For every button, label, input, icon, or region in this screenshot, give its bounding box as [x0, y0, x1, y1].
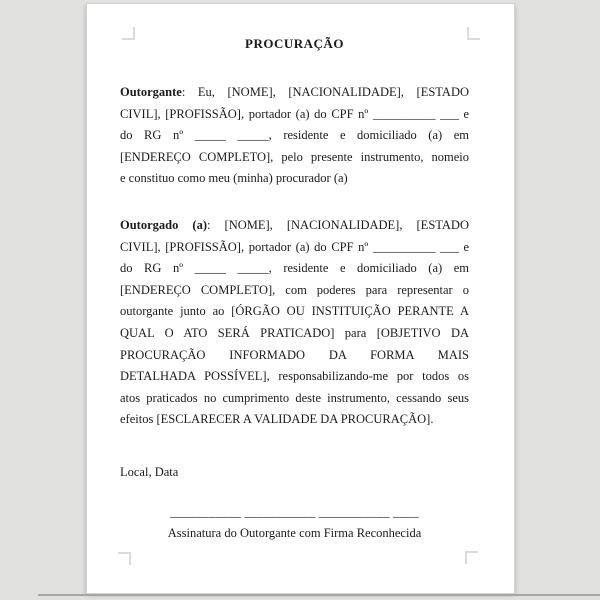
- paragraph-line: CIVIL], [PROFISSÃO], portador (a) do CPF nº __________ ___ e: [120, 106, 469, 121]
- paragraph-line-text: : [NOME], [NACIONALIDADE], [ESTADO: [206, 217, 469, 232]
- signature-line: ___________ ___________ ___________ ____: [170, 504, 419, 519]
- paragraph-line: [ENDEREÇO COMPLETO], com poderes para representar o: [120, 282, 469, 297]
- paragraph-line-text: : Eu, [NOME], [NACIONALIDADE], [ESTADO: [181, 85, 469, 99]
- bottom-divider: [38, 594, 600, 596]
- outorgante-label: Outorgante: [120, 85, 182, 99]
- place-date-text: Local, Data: [120, 464, 179, 479]
- outorgado-label: Outorgado (a): [120, 217, 207, 232]
- document-content: [120, 35, 469, 545]
- paragraph-line: [120, 82, 469, 104]
- crop-mark-bottom-right-icon: [465, 551, 478, 564]
- paragraph-line: [120, 215, 469, 237]
- signature-caption: Assinatura do Outorgante com Firma Reconhecida: [167, 526, 422, 541]
- paragraph-line: DETALHADA POSSÍVEL], responsabilizando-me por todos os: [120, 369, 469, 384]
- document-page: [87, 4, 514, 593]
- paragraph-line: CIVIL], [PROFISSÃO], portador (a) do CPF nº __________ ___ e: [120, 239, 469, 254]
- paragraph-line: [ENDEREÇO COMPLETO], pelo presente instrumento, nomeio: [120, 149, 469, 164]
- document-title: PROCURAÇÃO: [245, 36, 344, 51]
- outorgado-paragraph: [120, 215, 469, 431]
- outorgante-paragraph: [120, 82, 469, 190]
- paragraph-line: do RG nº _____ _____, residente e domiciliado (a) em: [120, 261, 469, 276]
- crop-mark-top-right-icon: [467, 27, 480, 40]
- crop-mark-bottom-left-icon: [118, 552, 131, 565]
- crop-mark-top-left-icon: [122, 27, 135, 40]
- paragraph-line: efeitos [ESCLARECER A VALIDADE DA PROCURAÇÃO].: [120, 412, 434, 427]
- paragraph-line: PROCURAÇÃO INFORMADO DA FORMA MAIS: [120, 347, 469, 362]
- paragraph-line: outorgante junto ao [ÓRGÃO OU INSTITUIÇÃO PERANTE A: [120, 304, 469, 319]
- paragraph-line: do RG nº _____ _____, residente e domiciliado (a) em: [120, 128, 469, 143]
- paragraph-line: e constituo como meu (minha) procurador (a): [120, 171, 348, 186]
- paragraph-line: QUAL O ATO SERÁ PRATICADO] para [OBJETIVO DA: [120, 325, 469, 340]
- paragraph-line: atos praticados no cumprimento deste instrumento, cessando seus: [120, 390, 469, 405]
